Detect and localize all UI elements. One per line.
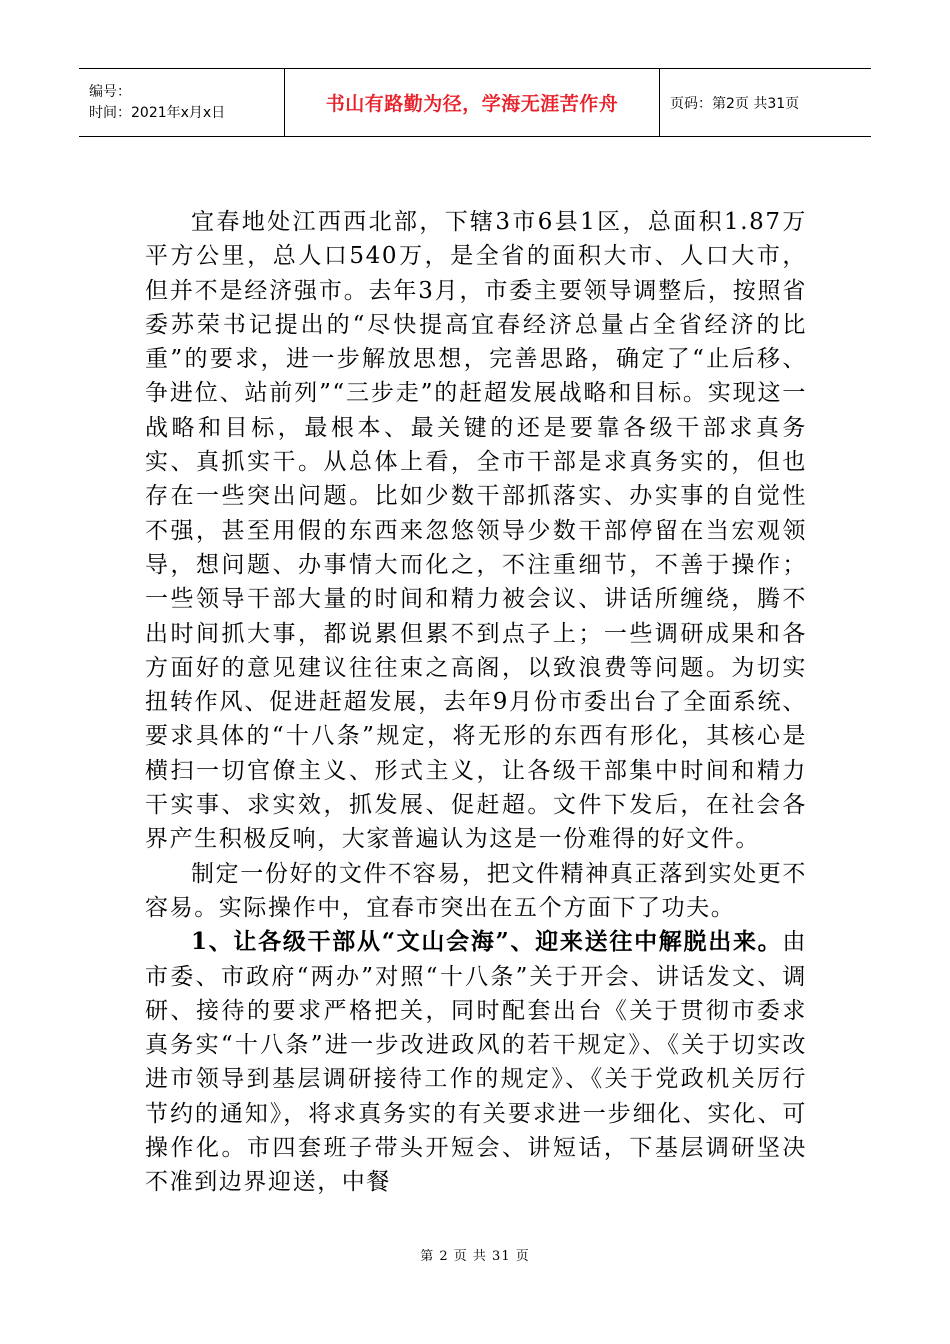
header-motto: 书山有路勤为径，学海无涯苦作舟 — [325, 93, 619, 115]
paragraph-text: 由市委、市政府“两办”对照“十八条”关于开会、讲话发文、调研、接待的要求严格把关，同时配套出台《关于贯彻市委求真务实“十八条”进一步改进政风的若干规定》、《关于切实改进市领导到基层调研接待工作的规定》、《关于党政机关厉行节约的通知》，将求真务实的有关要求进一步细化、实化、可操作化。市四套班子带头开短会、讲短话，下基层调研坚决不准到边界迎送，中餐 — [145, 929, 807, 1196]
page-header — [79, 68, 871, 137]
paragraph-heading: 1、让各级干部从“文山会海”、迎来送往中解脱出来。 — [191, 928, 783, 956]
header-page-cell — [660, 69, 871, 136]
document-number-label: 编号： — [89, 83, 131, 100]
paragraph-text: 制定一份好的文件不容易，把文件精神真正落到实处更不容易。实际操作中，宜春市突出在五个方面下了功夫。 — [145, 860, 807, 921]
paragraph — [145, 205, 807, 857]
paragraph — [145, 857, 807, 926]
page-footer: 第 2 页 共 31 页 — [420, 1249, 530, 1264]
header-motto-cell — [284, 69, 660, 136]
header-meta — [79, 69, 284, 136]
document-body — [145, 205, 807, 1200]
paragraph — [145, 925, 807, 1199]
paragraph-text: 宜春地处江西西北部，下辖3市6县1区，总面积1.87万平方公里，总人口540万，是全省的面积大市、人口大市，但并不是经济强市。去年3月，市委主要领导调整后，按照省委苏荣书记提出的“尽快提高宜春经济总量占全省经济的比重”的要求，进一步解放思想，完善思路，确定了“止后移、争进位、站前列”“三步走”的赶超发展战略和目标。实现这一战略和目标，最根本、最关键的还是要靠各级干部求真务实、真抓实干。从总体上看，全市干部是求真务实的，但也存在一些突出问题。比如少数干部抓落实、办实事的自觉性不强，甚至用假的东西来忽悠领导少数干部停留在当宏观领导，想问题、办事情大而化之，不注重细节，不善于操作；一些领导干部大量的时间和精力被会议、讲话所缠绕，腾不出时间抓大事，都说累但累不到点子上；一些调研成果和各方面好的意见建议往往束之高阁，以致浪费等问题。为切实扭转作风、促进赶超发展，去年9月份市委出台了全面系统、要求具体的“十八条”规定，将无形的东西有形化，其核心是横扫一切官僚主义、形式主义，让各级干部集中时间和精力干实事、求实效，抓发展、促赶超。文件下发后，在社会各界产生积极反响，大家普遍认为这是一份难得的好文件。 — [145, 209, 807, 853]
header-page-number: 页码：第2页 共31页 — [670, 95, 800, 112]
document-time-label: 时间：2021年x月x日 — [89, 104, 226, 121]
